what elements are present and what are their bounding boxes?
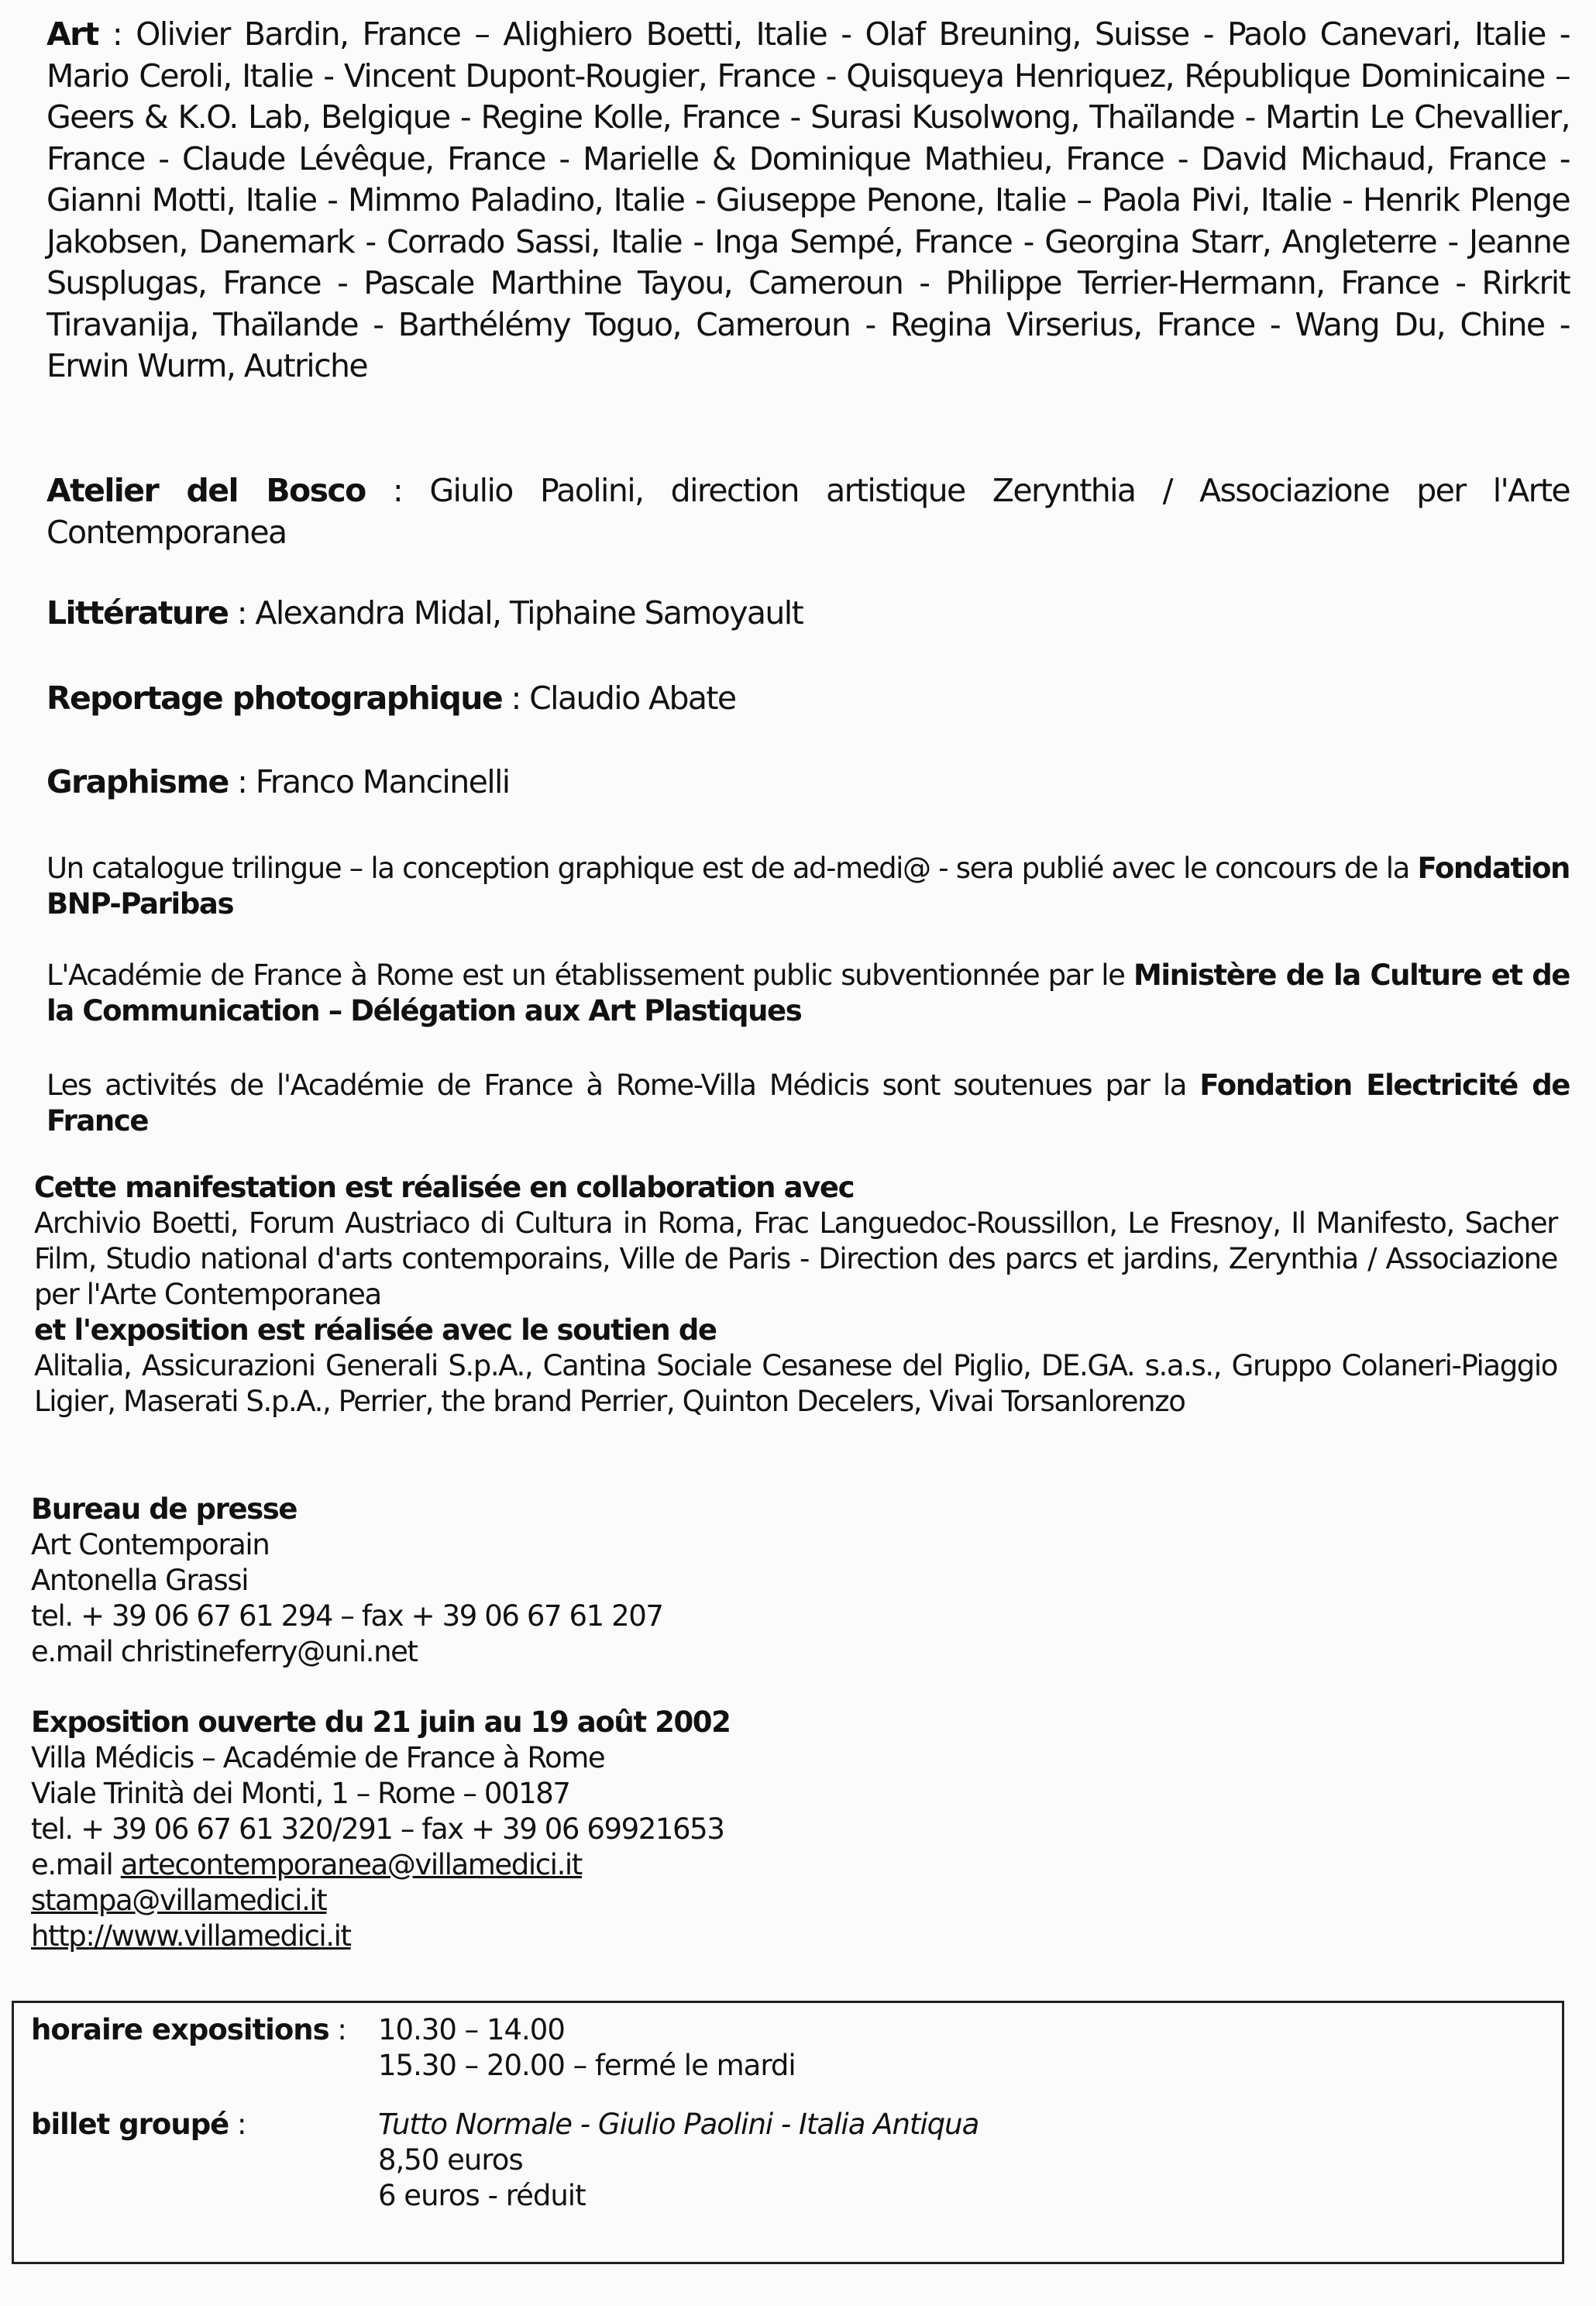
litterature-label: Littérature bbox=[46, 594, 229, 632]
catalogue-note bbox=[46, 851, 1570, 922]
exposition-phone: tel. + 39 06 67 61 320/291 – fax + 39 06 69921653 bbox=[31, 1812, 724, 1846]
presse-heading: Bureau de presse bbox=[31, 1492, 298, 1526]
presse-line: Antonella Grassi bbox=[31, 1564, 249, 1597]
exposition-heading: Exposition ouverte du 21 juin au 19 août 2002 bbox=[31, 1705, 731, 1739]
email-prefix: e.mail bbox=[31, 1848, 121, 1881]
email-link-stampa[interactable]: stampa@villamedici.it bbox=[31, 1884, 327, 1917]
website-link[interactable]: http://www.villamedici.it bbox=[31, 1919, 351, 1953]
art-text: Olivier Bardin, France – Alighiero Boetti, Italie - Olaf Breuning, Suisse - Paolo Canevari, Italie - Mario Ceroli, Italie - Vincent Dupont-Rougier, France - Quisqueya Henriquez, République Dominicaine – Geers & K.O. Lab, Belgique - Regine Kolle, France - Surasi Kusolwong, Thaïlande - Martin Le Chevallier, France - Claude Lévêque, France - Marielle & Dominique Mathieu, France - David Michaud, France - Gianni Motti, Italie - Mimmo Paladino, Italie - Giuseppe Penone, Italie – Paola Pivi, Italie - Henrik Plenge Jakobsen, Danemark - Corrado Sassi, Italie - Inga Sempé, France - Georgina Starr, Angleterre - Jeanne Susplugas, France - Pascale Marthine Tayou, Cameroun - Philippe Terrier-Hermann, France - Rirkrit Tiravanija, Thaïlande - Barthélémy Toguo, Cameroun - Regina Virserius, France - Wang Du, Chine - Erwin Wurm, Autriche bbox=[46, 15, 1570, 384]
reportage-credits: Reportage photographique : Claudio Abate bbox=[46, 680, 736, 717]
billet-reduced-price: 6 euros - réduit bbox=[378, 2179, 586, 2212]
horaire-morning: 10.30 – 14.00 bbox=[378, 2013, 565, 2046]
activites-text: Les activités de l'Académie de France à Rome-Villa Médicis sont soutenues par la bbox=[46, 1069, 1187, 1102]
atelier-credits: Atelier del Bosco : Giulio Paolini, direction artistique Zerynthia / Associazione per l'Arte Contemporanea bbox=[46, 472, 1570, 551]
litterature-credits: Littérature : Alexandra Midal, Tiphaine Samoyault bbox=[46, 594, 803, 632]
catalogue-sponsor: Fondation BNP-Paribas bbox=[46, 852, 1570, 921]
exposition-section bbox=[31, 1705, 1554, 1954]
presse-email: e.mail christineferry@uni.net bbox=[31, 1635, 418, 1668]
collaboration-heading: Cette manifestation est réalisée en collaboration avec bbox=[34, 1171, 855, 1204]
billet-row bbox=[31, 2107, 246, 2143]
horaire-afternoon: 15.30 – 20.00 – fermé le mardi bbox=[378, 2049, 796, 2082]
horaire-row bbox=[31, 2012, 346, 2048]
presse-section bbox=[31, 1492, 1554, 1670]
presse-line: Art Contemporain bbox=[31, 1528, 270, 1561]
email-link[interactable]: artecontemporanea@villamedici.it bbox=[120, 1848, 582, 1881]
academie-text: L'Académie de France à Rome est un établissement public subventionnée par le bbox=[46, 959, 1125, 992]
graphisme-credits: Graphisme : Franco Mancinelli bbox=[46, 763, 510, 800]
activites-sponsor: Fondation Electricité de France bbox=[46, 1069, 1570, 1138]
reportage-text: Claudio Abate bbox=[529, 680, 736, 717]
graphisme-text: Franco Mancinelli bbox=[255, 763, 510, 800]
exposition-address: Viale Trinità dei Monti, 1 – Rome – 00187 bbox=[31, 1777, 570, 1810]
academie-ministry: Ministère de la Culture et de la Communication – Délégation aux Art Plastiques bbox=[46, 959, 1570, 1027]
activites-note bbox=[46, 1068, 1570, 1139]
info-box bbox=[12, 2001, 1564, 2264]
collaboration-section bbox=[34, 1170, 1557, 1420]
litterature-text: Alexandra Midal, Tiphaine Samoyault bbox=[255, 594, 803, 632]
presse-phone: tel. + 39 06 67 61 294 – fax + 39 06 67 61 207 bbox=[31, 1599, 663, 1633]
art-label: Art bbox=[46, 15, 98, 53]
separator: : bbox=[337, 2013, 346, 2046]
atelier-label: Atelier del Bosco bbox=[46, 472, 366, 509]
catalogue-text: Un catalogue trilingue – la conception graphique est de ad-medi@ - sera publié avec le concours de la bbox=[46, 852, 1409, 885]
billet-label: billet groupé bbox=[31, 2108, 229, 2141]
collaboration-text: Archivio Boetti, Forum Austriaco di Cultura in Roma, Frac Languedoc-Roussillon, Le Fresnoy, Il Manifesto, Sacher Film, Studio national d'arts contemporains, Ville de Paris - Direction des parcs et jardins, Zerynthia / Associazione per l'Arte Contemporanea bbox=[34, 1206, 1557, 1311]
art-credits: Art : Olivier Bardin, France – Alighiero Boetti, Italie - Olaf Breuning, Suisse - Paolo Canevari, Italie - Mario Ceroli, Italie - Vincent Dupont-Rougier, France - Quisqueya Henriquez, République Dominicaine – Geers & K.O. Lab, Belgique - Regine Kolle, France - Surasi Kusolwong, Thaïlande - Martin Le Chevallier, France - Claude Lévêque, France - Marielle & Dominique Mathieu, France - David Michaud, France - Gianni Motti, Italie - Mimmo Paladino, Italie - Giuseppe Penone, Italie – Paola Pivi, Italie - Henrik Plenge Jakobsen, Danemark - Corrado Sassi, Italie - Inga Sempé, France - Georgina Starr, Angleterre - Jeanne Susplugas, France - Pascale Marthine Tayou, Cameroun - Philippe Terrier-Hermann, France - Rirkrit Tiravanija, Thaïlande - Barthélémy Toguo, Cameroun - Regina Virserius, France - Wang Du, Chine - Erwin Wurm, Autriche bbox=[46, 15, 1570, 384]
billet-price: 8,50 euros bbox=[378, 2143, 523, 2177]
atelier-text: Giulio Paolini, direction artistique Zerynthia / Associazione per l'Arte Contemporanea bbox=[46, 472, 1570, 551]
academie-note bbox=[46, 958, 1570, 1029]
horaire-label: horaire expositions bbox=[31, 2013, 329, 2046]
billet-title: Tutto Normale - Giulio Paolini - Italia Antiqua bbox=[378, 2108, 979, 2141]
graphisme-label: Graphisme bbox=[46, 763, 229, 800]
separator: : bbox=[237, 2108, 246, 2141]
soutien-text: Alitalia, Assicurazioni Generali S.p.A., Cantina Sociale Cesanese del Piglio, DE.GA. s.a.s., Gruppo Colaneri-Piaggio Ligier, Maserati S.p.A., Perrier, the brand Perrier, Quinton Decelers, Vivai Torsanlorenzo bbox=[34, 1349, 1557, 1418]
soutien-heading: et l'exposition est réalisée avec le soutien de bbox=[34, 1313, 717, 1347]
exposition-venue: Villa Médicis – Académie de France à Rome bbox=[31, 1741, 605, 1774]
reportage-label: Reportage photographique bbox=[46, 680, 503, 717]
